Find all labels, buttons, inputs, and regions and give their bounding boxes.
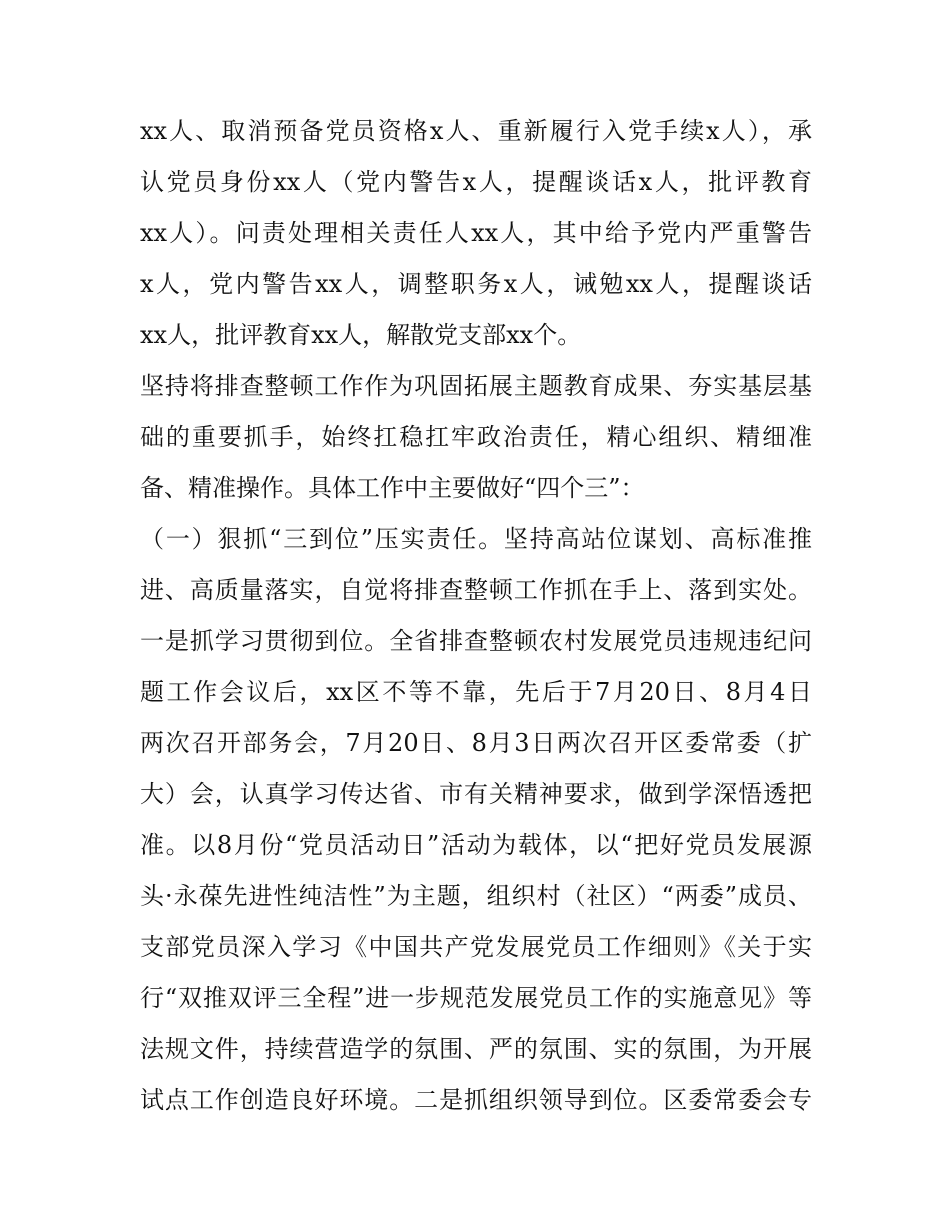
- text-line-6: 坚持将排查整顿工作作为巩固拓展主题教育成果、夯实基层基: [140, 372, 812, 400]
- document-body-text: [140, 106, 812, 1126]
- text-line-10: 进、高质量落实，自觉将排查整顿工作抓在手上、落到实处。: [140, 576, 812, 604]
- text-line-11: 一是抓学习贯彻到位。全省排查整顿农村发展党员违规违纪问: [140, 627, 812, 655]
- text-line-2: 认党员身份xx人（党内警告x人，提醒谈话x人，批评教育: [140, 168, 812, 196]
- text-line-20: 试点工作创造良好环境。二是抓组织领导到位。区委常委会专: [140, 1086, 812, 1114]
- text-line-19: 法规文件，持续营造学的氛围、严的氛围、实的氛围，为开展: [140, 1035, 812, 1063]
- text-line-12: 题工作会议后，xx区不等不靠，先后于7月20日、8月4日: [140, 678, 812, 706]
- text-line-16: 头·永葆先进性纯洁性”为主题，组织村（社区）“两委”成员、: [140, 882, 812, 910]
- text-line-13: 两次召开部务会，7月20日、8月3日两次召开区委常委（扩: [140, 729, 812, 757]
- text-line-17: 支部党员深入学习《中国共产党发展党员工作细则》《关于实: [140, 933, 812, 961]
- text-line-9: （一）狠抓“三到位”压实责任。坚持高站位谋划、高标准推: [140, 525, 812, 553]
- text-line-15: 准。以8月份“党员活动日”活动为载体，以“把好党员发展源: [140, 831, 812, 859]
- text-line-8: 备、精准操作。具体工作中主要做好“四个三”：: [140, 474, 645, 502]
- text-line-5: xx人，批评教育xx人，解散党支部xx个。: [140, 321, 582, 349]
- text-line-3: xx人）。问责处理相关责任人xx人，其中给予党内严重警告: [140, 219, 812, 247]
- text-line-4: x人，党内警告xx人，调整职务x人，诫勉xx人，提醒谈话: [140, 270, 812, 298]
- text-line-18: 行“双推双评三全程”进一步规范发展党员工作的实施意见》等: [140, 984, 812, 1012]
- text-line-7: 础的重要抓手，始终扛稳扛牢政治责任，精心组织、精细准: [140, 423, 812, 451]
- text-line-1: xx人、取消预备党员资格x人、重新履行入党手续x人），承: [140, 117, 812, 145]
- text-line-14: 大）会，认真学习传达省、市有关精神要求，做到学深悟透把: [140, 780, 812, 808]
